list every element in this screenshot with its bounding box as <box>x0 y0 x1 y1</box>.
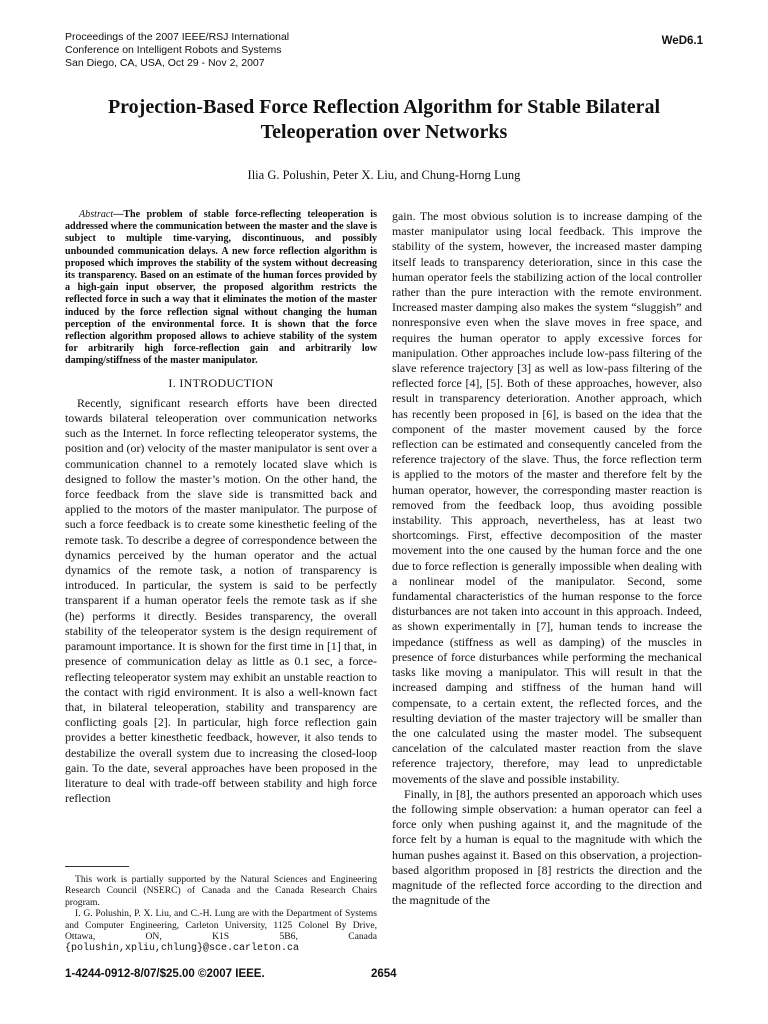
footnotes <box>65 874 377 955</box>
page-number: 2654 <box>371 968 397 980</box>
conference-line: Conference on Intelligent Robots and Systems <box>65 44 282 56</box>
author-email: {polushin,xpliu,chlung}@sce.carleton.ca <box>65 943 300 955</box>
title-line: Projection-Based Force Reflection Algorithm for Stable Bilateral <box>107 96 661 118</box>
footnote-rule <box>65 866 129 867</box>
intro-paragraph: Recently, significant research efforts have been directed towards bilateral teleoperation over communication networks such as the Internet. In force reflecting teleoperator systems, the position and (or) velocity of the master manipulator is sent over a communication channel to a remotely located slave which is designed to follow the master’s motion. On the other hand, the force feedback from the slave side is transmitted back and applied to the motors of the master manipulator. The purpose of such a force feedback is to create some kinesthetic feeling of the remote task. To describe a degree of correspondence between the dynamics perceived by the human operator and the actual dynamics of the remote task, a notion of transparency is introduced. In particular, the system is said to be perfectly transparent if a human operator feels the remote task as if she (he) performs it directly. Besides transparency, the overall stability of the teleoperator system is the design requirement of paramount importance. It is shown for the first time in [1] that, in presence of communication delay as little as 0.1 sec, a force-reflecting teleoperator system may exhibit an unstable reaction to the contact with rigid environment. It is also a well-known fact that, in bilateral teleoperation, stability and transparency are conflicting goals [2]. In particular, high force reflection gain provides a better kinesthetic feedback, however, it also tends to destabilize the overall system due to increasing the closed-loop gain. To the date, several approaches have been proposed in the literature to deal with trade-off between stability and high force reflection <box>65 395 377 806</box>
conference-line: San Diego, CA, USA, Oct 29 - Nov 2, 2007 <box>65 57 265 69</box>
affiliation-footnote <box>65 908 377 955</box>
abstract-dash: — <box>113 209 124 220</box>
conference-info <box>65 31 405 70</box>
abstract-text: The problem of stable force-reflecting teleoperation is addressed where the communication between the master and the slave is subject to multiple time-varying, discontinuous, and possibly unbounded communication delays. A new force reflection algorithm is proposed which improves the stability of the system without decreasing its transparency. Based on an estimate of the human forces provided by a high-gain input observer, the proposed algorithm restricts the reflected force in such a way that it eliminates the motion of the master induced by the force reflection signal without changing the human perception of the environmental force. It is shown that the force reflection algorithm proposed allows to achieve stability of the system for arbitrarily high force-reflection gain and arbitrarily low damping/stiffness of the master manipulator. <box>65 209 377 367</box>
abstract <box>65 209 377 368</box>
session-code: WeD6.1 <box>661 35 703 47</box>
title-line: Teleoperation over Networks <box>260 121 508 143</box>
abstract-label: Abstract <box>79 209 114 220</box>
paper-title <box>40 95 728 145</box>
copyright-line: 1-4244-0912-8/07/$25.00 ©2007 IEEE. <box>65 968 265 980</box>
affiliation-text: I. G. Polushin, P. X. Liu, and C.-H. Lung are with the Department of Systems and Computer Engineering, Carleton University, 1125 Colonel By Drive, Ottawa, ON, K1S 5B6, Canada <box>65 908 377 943</box>
body-paragraph: Finally, in [8], the authors presented an apporoach which uses the following simple observation: a human operator can feel a force only when pushing against it, and the magnitude of the force felt by a human is equal to the magnitude with which the human pushes against it. Based on this observation, a projection-based algorithm proposed in [8] restricts the direction and the magnitude of the reflected force according to the direction and the magnitude of the <box>392 786 702 908</box>
funding-footnote: This work is partially supported by the Natural Sciences and Engineering Research Council (NSERC) of Canada and the Canada Research Chairs program. <box>65 874 377 908</box>
section-heading: I. INTRODUCTION <box>168 375 274 390</box>
body-paragraph: gain. The most obvious solution is to increase damping of the master manipulator using local feedback. This improve the stability of the system, however, the increased master damping itself leads to transparency deterioration, since in this case the human operator feels the stabilizing action of the local controller rather than the pure interaction with the remote environment. Increased master damping also makes the system “sluggish” and nonresponsive even when the slave moves in free space, and requires the human operator to apply excessive forces for manipulation. Other approaches include low-pass filtering of the slave reference trajectory [3] as well as low-pass filtering of the reflected force [4], [5]. Both of these approaches, however, also result in transparency deterioration. Another approach, which has recently been proposed in [6], is based on the idea that the component of the master movement caused by the force reflection can be estimated and consequently canceled from the reference trajectory of the slave. Thus, the force reflection term is applied to the motors of the master and therefore felt by the human operator, however, the corresponding master reaction is removed from the feedback loop, thus avoiding possible instability. This approach, nevertheless, has at least two shortcomings. First, effective decomposition of the master movement into the one caused by the human force and the one due to force reflection is generally impossible when dealing with a nonlinear model of the manipulator. Second, some fundamental characteristics of the human response to the force disturbances are not taken into account in this approach. Indeed, as shown experimentally in [7], human tends to increase the impedance (stiffness as well as damping) of the muscles in presence of force disturbances while performing the mechanical tasks like moving a manipulator. This will result in that the increased damping and stiffness of the human hand will compensate, to a certain extent, the reflected forces, and the resulting deviation of the master trajectory will be smaller than the one calculated using the master model. The subsequent cancelation of the calculated master reaction from the slave reference trajectory, therefore, may lead to unpredictable movements of the slave and possible instability. <box>392 209 702 786</box>
conference-line: Proceedings of the 2007 IEEE/RSJ International <box>65 31 290 43</box>
left-column <box>65 209 377 806</box>
right-column <box>392 209 702 908</box>
author-list: Ilia G. Polushin, Peter X. Liu, and Chung-Horng Lung <box>247 168 521 182</box>
